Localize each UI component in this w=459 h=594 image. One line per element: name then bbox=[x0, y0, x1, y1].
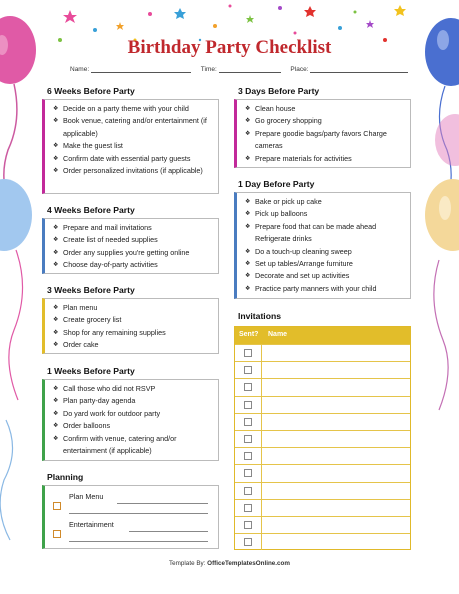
list-item: ❖ Call those who did not RSVP bbox=[53, 383, 214, 395]
list-item: ❖ Set up tables/Arrange furniture bbox=[245, 258, 406, 270]
list-item: ❖ Practice party manners with your child bbox=[245, 283, 406, 295]
footer bbox=[0, 560, 459, 567]
list-item: ❖ Order personalized invitations (if applicable) bbox=[53, 165, 214, 177]
sent-checkbox[interactable] bbox=[244, 383, 252, 391]
list-item: ❖ Order any supplies you're getting online bbox=[53, 247, 214, 259]
sent-cell bbox=[235, 379, 262, 395]
sent-checkbox[interactable] bbox=[244, 366, 252, 374]
invitation-row bbox=[235, 413, 410, 430]
sent-checkbox[interactable] bbox=[244, 487, 252, 495]
list-item: ❖ Order cake bbox=[53, 339, 214, 351]
sent-cell bbox=[235, 397, 262, 413]
list-item: ❖ Prepare and mail invitations bbox=[53, 222, 214, 234]
name-label: Name: bbox=[70, 66, 90, 73]
invitation-row bbox=[235, 482, 410, 499]
sent-checkbox[interactable] bbox=[244, 418, 252, 426]
list-item: ❖ Make the guest list bbox=[53, 140, 214, 152]
invitation-row bbox=[235, 447, 410, 464]
footer-prefix: Template By: bbox=[169, 560, 206, 567]
sent-cell bbox=[235, 345, 262, 361]
sent-column-header: Sent? bbox=[239, 331, 259, 338]
list-item: ❖ Confirm date with essential party guests bbox=[53, 153, 214, 165]
planning-box bbox=[42, 485, 219, 549]
sent-checkbox[interactable] bbox=[244, 452, 252, 460]
name-field[interactable] bbox=[91, 72, 191, 73]
one-day-box bbox=[234, 192, 411, 299]
sent-checkbox[interactable] bbox=[244, 504, 252, 512]
sent-checkbox[interactable] bbox=[244, 469, 252, 477]
sent-cell bbox=[235, 362, 262, 378]
six-weeks-title: 6 Weeks Before Party bbox=[47, 86, 135, 96]
invitations-header bbox=[235, 327, 410, 344]
sent-cell bbox=[235, 448, 262, 464]
planning-line[interactable] bbox=[117, 503, 208, 504]
sent-checkbox[interactable] bbox=[244, 401, 252, 409]
list-item: ❖ Do yard work for outdoor party bbox=[53, 408, 214, 420]
invitation-row bbox=[235, 344, 410, 361]
invitation-row bbox=[235, 533, 410, 550]
invitations-title: Invitations bbox=[238, 311, 281, 321]
header-fields bbox=[70, 66, 416, 73]
list-item: ❖ Clean house bbox=[245, 103, 406, 115]
sent-cell bbox=[235, 465, 262, 481]
invitation-row bbox=[235, 464, 410, 481]
sent-cell bbox=[235, 534, 262, 550]
sent-cell bbox=[235, 483, 262, 499]
planning-line[interactable] bbox=[129, 531, 208, 532]
one-week-box bbox=[42, 379, 219, 461]
sent-cell bbox=[235, 414, 262, 430]
three-days-title: 3 Days Before Party bbox=[238, 86, 320, 96]
sent-cell bbox=[235, 500, 262, 516]
list-item: ❖ Shop for any remaining supplies bbox=[53, 327, 214, 339]
planning-line[interactable] bbox=[69, 513, 208, 514]
list-item: ❖ Bake or pick up cake bbox=[245, 196, 406, 208]
list-item: ❖ Order balloons bbox=[53, 420, 214, 432]
three-weeks-box bbox=[42, 298, 219, 354]
list-item: ❖ Create grocery list bbox=[53, 314, 214, 326]
one-week-title: 1 Weeks Before Party bbox=[47, 366, 135, 376]
list-item: ❖ Plan menu bbox=[53, 302, 214, 314]
list-item: ❖ Confirm with venue, catering and/or entertainment (if applicable) bbox=[53, 433, 214, 458]
invitation-row bbox=[235, 430, 410, 447]
list-item: ❖ Prepare goodie bags/party favors Charge cameras bbox=[245, 128, 406, 153]
four-weeks-box bbox=[42, 218, 219, 274]
list-item: ❖ Create list of needed supplies bbox=[53, 234, 214, 246]
sent-checkbox[interactable] bbox=[244, 435, 252, 443]
place-field[interactable] bbox=[310, 72, 408, 73]
planning-checkbox[interactable] bbox=[53, 502, 61, 510]
sent-cell bbox=[235, 517, 262, 533]
list-item: ❖ Book venue, catering and/or entertainment (if applicable) bbox=[53, 115, 214, 140]
page-title: Birthday Party Checklist bbox=[127, 37, 332, 58]
list-item: ❖ Go grocery shopping bbox=[245, 115, 406, 127]
six-weeks-box bbox=[42, 99, 219, 194]
invitation-row bbox=[235, 361, 410, 378]
invitation-row bbox=[235, 396, 410, 413]
sent-checkbox[interactable] bbox=[244, 521, 252, 529]
name-column-header: Name bbox=[268, 331, 288, 338]
list-item: ❖ Plan party-day agenda bbox=[53, 395, 214, 407]
place-label: Place: bbox=[290, 66, 309, 73]
planning-title: Planning bbox=[47, 472, 84, 482]
planning-label: Plan Menu bbox=[69, 492, 104, 501]
list-item: ❖ Decide on a party theme with your child bbox=[53, 103, 214, 115]
list-item: ❖ Do a touch-up cleaning sweep bbox=[245, 246, 406, 258]
sent-checkbox[interactable] bbox=[244, 538, 252, 546]
planning-row bbox=[53, 518, 214, 546]
invitation-row bbox=[235, 378, 410, 395]
sent-checkbox[interactable] bbox=[244, 349, 252, 357]
planning-line[interactable] bbox=[69, 541, 208, 542]
list-item: ❖ Prepare materials for activities bbox=[245, 153, 406, 165]
one-day-title: 1 Day Before Party bbox=[238, 179, 315, 189]
invitation-row bbox=[235, 499, 410, 516]
list-item: ❖ Choose day-of-party activities bbox=[53, 259, 214, 271]
time-label: Time: bbox=[200, 66, 217, 73]
three-weeks-title: 3 Weeks Before Party bbox=[47, 285, 135, 295]
time-field[interactable] bbox=[219, 72, 281, 73]
invitation-row bbox=[235, 516, 410, 533]
planning-row bbox=[53, 490, 214, 518]
list-item: ❖ Decorate and set up activities bbox=[245, 270, 406, 282]
list-item: ❖ Pick up balloons bbox=[245, 208, 406, 220]
footer-site-link[interactable]: OfficeTemplatesOnline.com bbox=[207, 560, 290, 567]
four-weeks-title: 4 Weeks Before Party bbox=[47, 205, 135, 215]
sent-cell bbox=[235, 431, 262, 447]
list-item: ❖ Prepare food that can be made ahead Refrigerate drinks bbox=[245, 221, 406, 246]
planning-checkbox[interactable] bbox=[53, 530, 61, 538]
three-days-box bbox=[234, 99, 411, 168]
invitations-table bbox=[234, 326, 411, 550]
planning-label: Entertainment bbox=[69, 520, 114, 529]
